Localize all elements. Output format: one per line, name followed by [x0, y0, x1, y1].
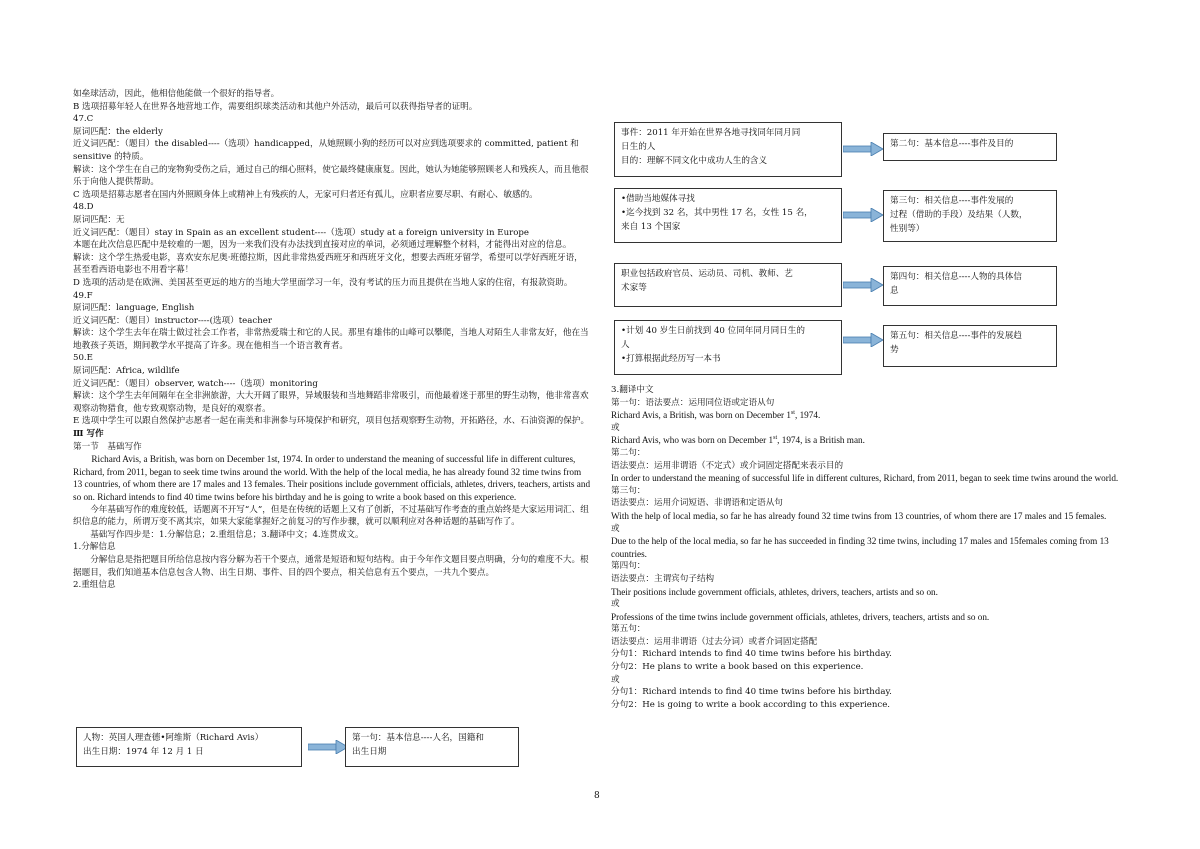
left-paragraph — [73, 428, 591, 441]
box-line: 职业包括政府官员、运动员、司机、教师、艺 — [621, 269, 793, 279]
right-paragraph — [611, 397, 1129, 410]
paragraph-text: 原词匹配：language, English — [73, 303, 195, 314]
paragraph-text: 原词匹配：无 — [73, 214, 125, 225]
paragraph-text: Ⅲ 写作 — [73, 429, 104, 440]
paragraph-text: 第一节 基础写作 — [73, 441, 142, 452]
left-paragraph — [73, 252, 591, 277]
left-paragraph — [73, 290, 591, 303]
box-line: 出生日期 — [352, 747, 387, 757]
info-box-basic-1 — [76, 727, 302, 767]
paragraph-text: Due to the help of the local media, so far he has succeeded in finding 32 time twins, including 17 males and 15females coming from 13 countries. — [611, 536, 1109, 559]
arrow-icon — [843, 333, 883, 347]
paragraph-text: 近义词匹配：（题目）instructor----(选项）teacher — [73, 315, 272, 326]
sentence-box-5 — [883, 325, 1057, 367]
sentence-box-2 — [883, 133, 1057, 161]
right-paragraph — [611, 661, 1129, 674]
box-line: 势 — [890, 345, 899, 355]
info-box-event — [614, 122, 842, 177]
info-box-positions — [614, 263, 842, 307]
right-paragraph — [611, 598, 1129, 611]
ordinal-suffix: st — [773, 435, 778, 442]
box-line: 人 — [621, 340, 630, 350]
paragraph-text: 解读：这个学生去年在瑞士做过社会工作者，非常热爱瑞士和它的人民。那里有雄伟的山峰可以攀爬，当地人对陌生人非常友好，他在当地教孩子英语，期间教学水平提高了许多。现在他相当一个语言教育者。 — [73, 328, 589, 351]
box-line: •打算根据此经历写一本书 — [621, 354, 721, 364]
box-line: 术家等 — [621, 283, 647, 293]
left-paragraph — [73, 113, 591, 126]
box-line: 第二句：基本信息----事件及目的 — [890, 139, 1014, 149]
paragraph-text: 原词匹配：the elderly — [73, 126, 163, 137]
left-paragraph — [73, 302, 591, 315]
box-line: 第三句：相关信息----事件发展的 — [890, 196, 1014, 206]
right-paragraph — [611, 523, 1129, 536]
paragraph-text: 解读：这个学生去年间隔年在全非洲旅游，大大开阔了眼界，异域服装和当地舞蹈非常吸引，而他最着迷于那里的野生动物，他非常喜欢观察动物猎食，他专致观察动物，是良好的观察者。 — [73, 391, 589, 414]
left-paragraph — [73, 227, 591, 240]
right-paragraph — [611, 434, 1129, 447]
paragraph-text: 48.D — [73, 202, 94, 213]
paragraph-text: 或 — [611, 422, 620, 433]
box-line: 出生日期：1974 年 12 月 1 日 — [83, 747, 204, 757]
left-paragraph — [73, 88, 591, 101]
left-paragraph — [73, 390, 591, 415]
paragraph-text: In order to understand the meaning of successful life in different cultures, Richard, from 2011, began to seek time twins around the world. — [611, 473, 1119, 484]
box-line: 第五句：相关信息----事件的发展趋 — [890, 331, 1022, 341]
sentence-box-1 — [345, 727, 519, 767]
box-line: 日生的人 — [621, 142, 656, 152]
paragraph-text: 第五句： — [611, 624, 646, 635]
right-paragraph — [611, 409, 1129, 422]
paragraph-text: Their positions include government officials, athletes, drivers, teachers, artists and so on. — [611, 586, 938, 597]
box-line: 目的：理解不同文化中成功人生的含义 — [621, 156, 768, 166]
left-paragraph — [73, 101, 591, 114]
right-paragraph — [611, 460, 1129, 473]
paragraph-text: 2.重组信息 — [73, 580, 116, 591]
paragraph-text: 第一句：语法要点：运用同位语或定语从句 — [611, 397, 775, 408]
left-paragraph — [73, 365, 591, 378]
paragraph-text: Richard Avis, who was born on December 1 — [611, 435, 774, 446]
paragraph-text: 第二句： — [611, 447, 646, 458]
paragraph-text: 或 — [611, 674, 620, 685]
paragraph-text: 今年基础写作的难度较低，话题离不开写“人”，但是在传统的话题上又有了创新，不过基础写作考查的重点始终是大家运用词汇、组织信息的能力，所谓万变不离其宗，如果大家能掌握好之前复习的写作步骤，就可以顺利应对各种话题的基础写作了。 — [73, 504, 589, 528]
page-number: 8 — [594, 791, 600, 801]
right-paragraph — [611, 674, 1129, 687]
left-paragraph — [73, 214, 591, 227]
paragraph-text: 原词匹配：Africa, wildlife — [73, 366, 180, 377]
right-paragraph — [611, 447, 1129, 460]
right-paragraph — [611, 636, 1129, 649]
paragraph-text: 如垒球活动，因此，他相信他能做一个很好的指导者。 — [73, 89, 280, 99]
paragraph-text: 分句1：Richard intends to find 40 time twins before his birthday. — [611, 687, 892, 698]
paragraph-text: 语法要点：运用介词短语、非谓语和定语从句 — [611, 498, 783, 509]
paragraph-text: 分句2：He is going to write a book according to this experience. — [611, 699, 891, 710]
paragraph-text: With the help of local media, so far he has already found 32 time twins from 13 countries, of whom there are 17 males and 15 females. — [611, 510, 1107, 521]
left-paragraph — [73, 453, 591, 503]
right-paragraph — [611, 623, 1129, 636]
paragraph-text: 分解信息是指把题目所给信息按内容分解为若干个要点，通常是短语和短句结构。由于今年作文题目要点明确，分句的难度不大。根据题目，我们知道基本信息包含人物、出生日期、事件、目的四个要点，相关信息有五个要点，一共九个要点。 — [73, 554, 589, 578]
right-paragraph — [611, 510, 1129, 523]
paragraph-text: Richard Avis, a British, was born on December 1st, 1974. In order to understand the meaning of successful life in different cultures, Richard, from 2011, began to seek time twins around the world. With the help of the local media, he has already found 32 time twins from 13 countries, of whom there are 17 males and 13 females. Their positions include government officials, athletes, drivers, teachers, artists and so on. Richard intends to find 40 time twins before his birthday and he is going to write a book based on this experience. — [73, 454, 591, 502]
paragraph-text: , 1974. — [794, 410, 821, 421]
left-paragraph — [73, 415, 591, 428]
paragraph-text: 或 — [611, 523, 620, 534]
left-paragraph — [73, 126, 591, 139]
box-line: •迄今找到 32 名，其中男性 17 名，女性 15 名， — [621, 208, 813, 218]
right-paragraph — [611, 586, 1129, 599]
box-line: 第四句：相关信息----人物的具体信 — [890, 272, 1022, 282]
left-paragraph — [73, 327, 591, 352]
left-paragraph — [73, 352, 591, 365]
paragraph-text: 语法要点：运用非谓语（过去分词）或者介词固定搭配 — [611, 636, 818, 647]
box-line: 过程（借助的手段）及结果（人数， — [890, 210, 1028, 220]
left-paragraph — [73, 164, 591, 189]
paragraph-text: D 选项的活动是在欧洲、美国甚至更远的地方的当地大学里面学习一年，没有考试的压力而且提供在当地人家的住宿，有报款资助。 — [73, 277, 573, 288]
left-paragraph — [73, 504, 591, 529]
paragraph-text: , 1974, is a British man. — [777, 435, 865, 446]
left-paragraph — [73, 554, 591, 579]
paragraph-text: 语法要点：运用非谓语（不定式）或介词固定搭配来表示目的 — [611, 460, 844, 471]
left-paragraph — [73, 579, 591, 592]
paragraph-text: E 选项中学生可以跟自然保护志愿者一起在南美和非洲参与环境保护和研究，项目包括观察野生动物，开拓路径，水、石油资源的保护。 — [73, 416, 590, 427]
ordinal-suffix: st — [790, 410, 795, 417]
right-paragraph — [611, 472, 1129, 485]
paragraph-text: B 选项招募年轻人在世界各地营地工作，需要组织球类活动和其他户外活动，最后可以获得指导者的证明。 — [73, 101, 478, 112]
paragraph-text: 基础写作四步是：1.分解信息；2.重组信息；3.翻译中文；4.连贯成文。 — [90, 529, 364, 540]
arrow-icon — [843, 142, 883, 156]
paragraph-text: 47.C — [73, 114, 94, 125]
box-line: •借助当地媒体寻找 — [621, 194, 695, 204]
arrow-icon — [843, 208, 883, 222]
box-line: 事件：2011 年开始在世界各地寻找同年同月同 — [621, 128, 801, 138]
paragraph-text: 3.翻译中文 — [611, 385, 654, 395]
right-paragraph — [611, 699, 1129, 712]
right-paragraph — [611, 573, 1129, 586]
right-paragraph — [611, 384, 1129, 397]
paragraph-text: 解读：这个学生热爱电影，喜欢安东尼奥·班德拉斯，因此非常热爱西班牙和西班牙文化，想要去西班牙留学，希望可以学好西班牙语，甚至看西语电影也不用看字幕！ — [73, 252, 583, 276]
sentence-box-3 — [883, 190, 1057, 242]
left-paragraph — [73, 239, 591, 252]
sentence-box-4 — [883, 266, 1057, 306]
right-paragraph — [611, 485, 1129, 498]
left-paragraph — [73, 189, 591, 202]
box-line: 人物：英国人理查德•阿维斯（Richard Avis） — [83, 733, 264, 743]
left-column — [73, 88, 591, 592]
paragraph-text: 49.F — [73, 290, 93, 301]
paragraph-text: 第三句： — [611, 485, 646, 496]
right-paragraph — [611, 648, 1129, 661]
paragraph-text: 语法要点：主谓宾句子结构 — [611, 573, 715, 584]
left-paragraph — [73, 201, 591, 214]
paragraph-text: 第四句： — [611, 561, 646, 572]
box-line: 第一句：基本信息----人名，国籍和 — [352, 733, 484, 743]
right-paragraph — [611, 535, 1129, 560]
left-paragraph — [73, 138, 591, 163]
box-line: •计划 40 岁生日前找到 40 位同年同月同日生的 — [621, 326, 805, 336]
info-box-media — [614, 188, 842, 243]
paragraph-text: 近义词匹配：（题目）observer, watch----（选项）monitoring — [73, 378, 318, 389]
paragraph-text: 分句2：He plans to write a book based on this experience. — [611, 662, 864, 673]
paragraph-text: 近义词匹配：（题目）the disabled----（选项）handicapped，从她照顾小狗的经历可以对应到选项要求的 committed, patient 和 sensitive 的特质。 — [73, 139, 579, 162]
box-line: 来自 13 个国家 — [621, 222, 681, 232]
right-paragraph — [611, 611, 1129, 624]
box-line: 性别等） — [890, 224, 925, 234]
arrow-icon — [308, 740, 348, 754]
info-box-plans — [614, 320, 842, 375]
paragraph-text: 解读：这个学生在自己的宠物狗受伤之后，通过自己的细心照料，使它最终健康康复。因此，她认为她能够照顾老人和残疾人，而且他很乐于向他人提供帮助。 — [73, 164, 589, 188]
left-paragraph — [73, 315, 591, 328]
paragraph-text: Richard Avis, a British, was born on December 1 — [611, 410, 791, 421]
right-paragraph — [611, 560, 1129, 573]
left-paragraph — [73, 277, 591, 290]
left-paragraph — [73, 441, 591, 454]
right-column — [611, 384, 1129, 711]
left-paragraph — [73, 529, 591, 542]
paragraph-text: 分句1：Richard intends to find 40 time twins before his birthday. — [611, 649, 892, 660]
right-paragraph — [611, 422, 1129, 435]
right-paragraph — [611, 497, 1129, 510]
left-paragraph — [73, 378, 591, 391]
paragraph-text: 近义词匹配：（题目）stay in Spain as an excellent student----（选项）study at a foreign university in Europe — [73, 227, 529, 238]
left-paragraph — [73, 541, 591, 554]
paragraph-text: 50.E — [73, 353, 93, 364]
paragraph-text: Professions of the time twins include government officials, athletes, drivers, teachers, artists and so on. — [611, 611, 990, 622]
paragraph-text: 本题在此次信息匹配中是较难的一题，因为一来我们没有办法找到直接对应的单词，必须通过理解整个材料，才能得出对应的信息。 — [73, 240, 572, 251]
paragraph-text: 或 — [611, 599, 620, 610]
paragraph-text: C 选项是招募志愿者在国内外照顾身体上或精神上有残疾的人，无家可归者还有孤儿，应职者应要尽职、有耐心、敏感的。 — [73, 189, 538, 200]
right-paragraph — [611, 686, 1129, 699]
paragraph-text: 1.分解信息 — [73, 542, 116, 553]
box-line: 息 — [890, 286, 899, 296]
arrow-icon — [843, 278, 883, 292]
